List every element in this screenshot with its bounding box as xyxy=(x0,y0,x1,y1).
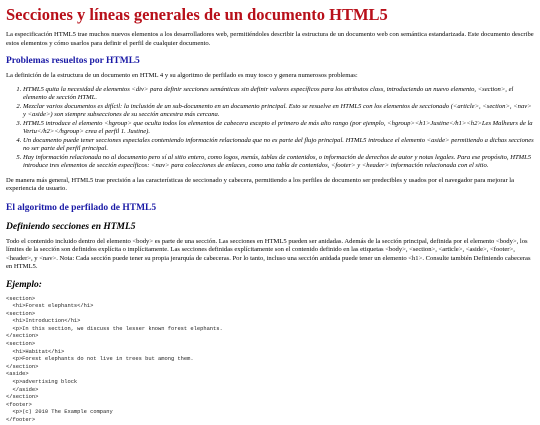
list-item: 3. HTML5 introduce el elemento <hgroup> que oculta todos los elementos de cabecera excepto el primero de más alto rango (por ejemplo, <hgroup><h1>Justine</h1><h2>Les Malheurs de la Vertu</h2></hgroup> crea el perfil 1. Justine). xyxy=(23,120,534,137)
list-item: 5. Hay información relacionada no al documento pero sí al sitio entero, como logos, menús, tablas de contenidos, o información de derechos de autor y notas legales. Para ese propósito, HTML5 introduce tres elementos de sección específicos: <nav> para colecciones de enlaces, como una tabla de contenidos, <footer> y <header> información relacionada con el sitio. xyxy=(23,154,534,171)
example-heading: Ejemplo: xyxy=(6,279,42,290)
section-heading-problems: Problemas resueltos por HTML5 xyxy=(6,56,140,66)
section-heading-algorithm: El algoritmo de perfilado de HTML5 xyxy=(6,202,157,213)
list-item: 1. HTML5 quita la necesidad de elementos <div> para definir secciones semánticas sin definir valores específicos para los atributos class, introduciendo un nuevo elemento, <section>, el elemento de sección HTML. xyxy=(23,86,534,103)
problems-list xyxy=(6,86,534,171)
list-item: 2. Mezclar varios documentos es difícil: la inclusión de un sub-documento en un documento principal. Esto se resuelve en HTML5 con los elementos de seccionado (<article>, <section>, <nav> y <aside>) son siempre subsecciones de su sección ancestra más cercana. xyxy=(23,103,534,120)
defining-sections-paragraph: Todo el contenido incluido dentro del elemento <body> es parte de una sección. Las secciones en HTML5 pueden ser anidadas. Además de la sección principal, definida por el elemento <body>, los límites de la sección son definidos explícita o implícitamente. Las secciones definidas explícitamente son el contenido definido en las etiquetas <body>, <section>, <article>, <aside>, <footer>, <header>, y <nav>. Nota: Cada sección puede tener su propia jerarquía de cabeceras. Por lo tanto, incluso una sección anidada puede tener un elemento <h1>. Consulte también Definiendo cabeceras en HTML5. xyxy=(6,237,531,270)
subsection-heading-defining-sections: Definiendo secciones en HTML5 xyxy=(6,221,136,232)
code-example-block: <section> <h1>Forest elephants</h1> <section> <h1>Introduction</h1> <p>In this section, we discuss the lesser known forest elephants. </section> <section> <h1>Habitat</h1> <p>Forest elephants do not live in trees but among them. </section> <aside> <p>advertising block </aside> </section> <footer> <p>(c) 2010 The Example company </footer> xyxy=(6,295,223,423)
list-item: 4. Un documento puede tener secciones especiales conteniendo información relacionada que no es parte del flujo principal. HTML5 introduce el elemento <aside> permitiendo a dichas secciones no ser parte del perfil principal. xyxy=(23,137,534,154)
intro-paragraph: La especificación HTML5 trae muchos nuevos elementos a los desarrolladores web, permitiéndoles describir la estructura de un documento web con semántica estandarizada. Este documento describe estos elementos y cómo usarlos para definir el perfil de cualquier documento. xyxy=(6,31,534,47)
page-title: Secciones y líneas generales de un documento HTML5 xyxy=(6,5,388,24)
problems-lead-paragraph: La definición de la estructura de un documento en HTML 4 y su algoritmo de perfilado es muy tosco y genera numerosos problemas: xyxy=(6,72,358,79)
problems-closing-paragraph: De manera más general, HTML5 trae precisión a las características de seccionado y cabecera, permitiendo a los perfiles de documento ser predecibles y usados por el navegador para mejorar la experiencia de usuario. xyxy=(6,176,515,192)
